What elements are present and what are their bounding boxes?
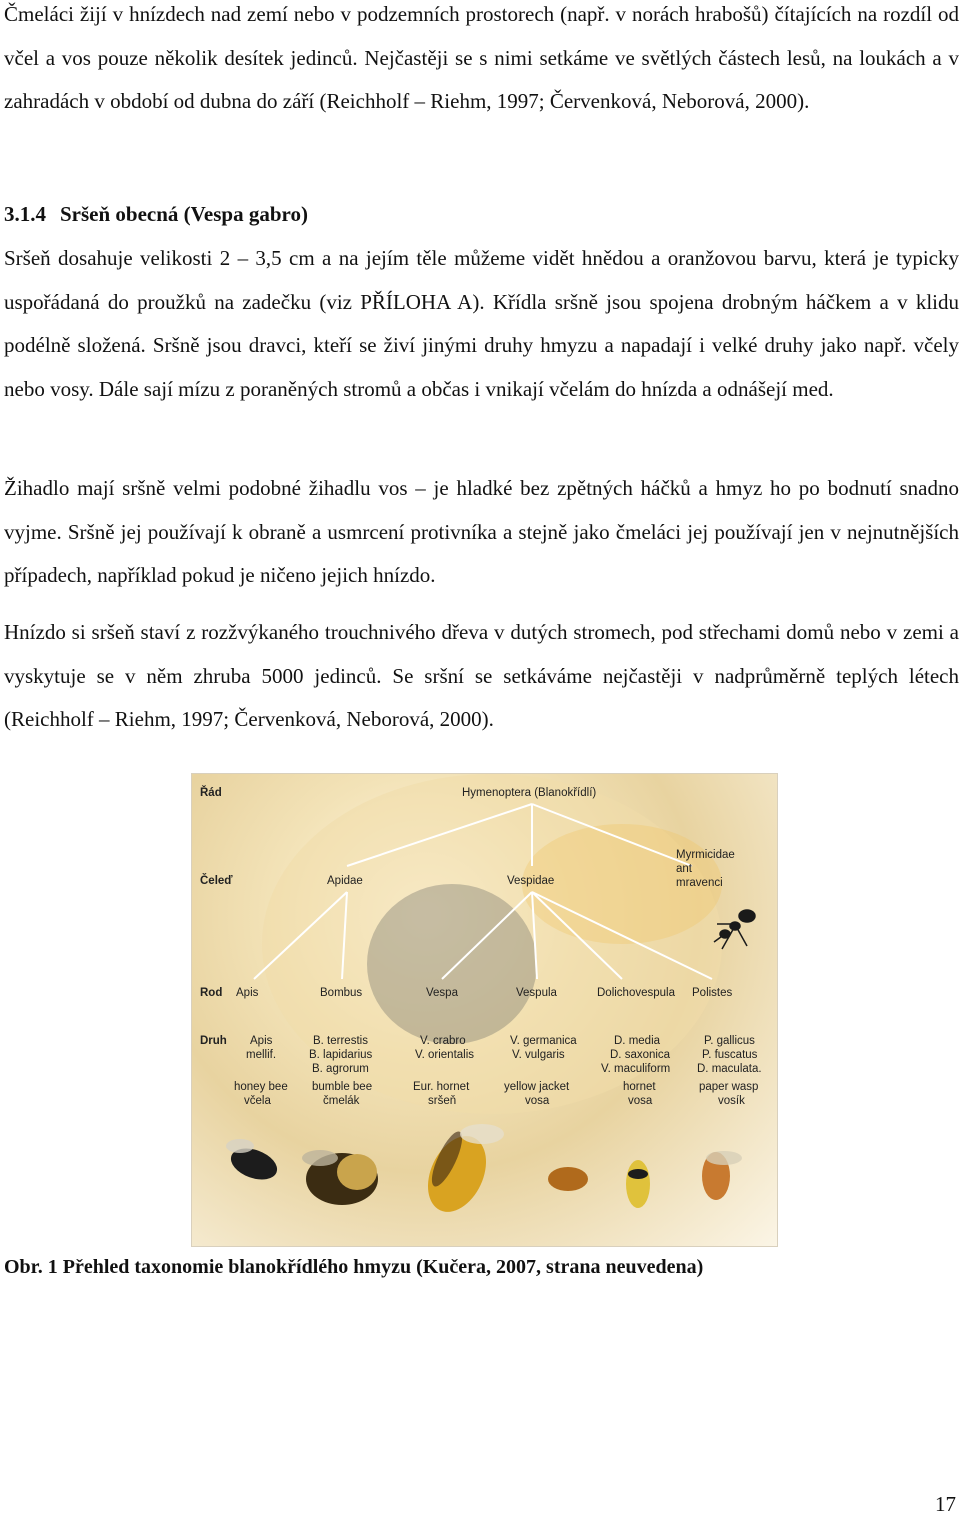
genus-vespa: Vespa (426, 987, 458, 999)
svg-text:B. lapidarius: B. lapidarius (309, 1049, 373, 1061)
background-wasp-eye (367, 884, 537, 1044)
family-myrmicidae: Myrmicidae (676, 849, 735, 861)
svg-text:V. germanica: V. germanica (510, 1035, 577, 1047)
genus-apis: Apis (236, 987, 259, 999)
wasp-icon (548, 1151, 742, 1208)
rank-order-label: Řád (200, 787, 222, 799)
svg-text:P. gallicus: P. gallicus (704, 1035, 755, 1047)
section-number: 3.1.4 (4, 202, 46, 226)
svg-text:vosík: vosík (718, 1095, 745, 1107)
section-heading (4, 193, 308, 236)
svg-text:V. crabro: V. crabro (420, 1035, 466, 1047)
bumblebee-icon (302, 1150, 378, 1205)
svg-text:mellif.: mellif. (246, 1049, 277, 1061)
svg-text:čmelák: čmelák (323, 1095, 360, 1107)
order-name: Hymenoptera (Blanokřídlí) (462, 787, 597, 799)
svg-text:V. orientalis: V. orientalis (415, 1049, 475, 1061)
genus-polistes: Polistes (692, 987, 733, 999)
svg-text:B. terrestis: B. terrestis (313, 1035, 368, 1047)
page-number: 17 (935, 1492, 956, 1516)
svg-text:paper wasp: paper wasp (699, 1081, 759, 1093)
paragraph-hornet-nest: Hnízdo si sršeň staví z rozžvýkaného trouchnivého dřeva v dutých stromech, pod střechami domů nebo v zemi a vyskytuje se v něm zhruba 5000 jedinců. Se sršní se setkáváme nejčastěji v nadprůměrně teplých létech (Reichholf – Riehm, 1997; Červenková, Neborová, 2000). (4, 620, 959, 731)
family-myrmicidae-en: ant (676, 863, 692, 875)
svg-text:V. maculiform: V. maculiform (601, 1063, 671, 1075)
paragraph-hornet-description: Sršeň dosahuje velikosti 2 – 3,5 cm a na jejím těle můžeme vidět hnědou a oranžovou barvu, která je typicky uspořádaná do proužků na zadečku (viz PŘÍLOHA A). Křídla sršně jsou spojena drobným háčkem a v klidu podélně složená. Sršně jsou dravci, kteří se živí jinými druhy hmyzu a napadají i velké druhy jako např. včely nebo vosy. Dále sají mízu z poraněných stromů a občas i vnikají včelám do hnízda a odnášejí med. (4, 246, 959, 401)
genus-dolichovespula: Dolichovespula (597, 987, 675, 999)
family-apidae: Apidae (327, 875, 363, 887)
rank-genus-label: Rod (200, 987, 223, 999)
section-title: Sršeň obecná (Vespa gabro) (60, 202, 308, 226)
species-polistes (697, 1035, 762, 1107)
svg-text:D. saxonica: D. saxonica (610, 1049, 671, 1061)
honeybee-icon (226, 1139, 281, 1185)
svg-text:honey bee: honey bee (234, 1081, 288, 1093)
taxonomy-figure (191, 773, 778, 1247)
svg-text:vosa: vosa (525, 1095, 550, 1107)
svg-text:hornet: hornet (623, 1081, 656, 1093)
svg-text:P. fuscatus: P. fuscatus (702, 1049, 758, 1061)
rank-family-label: Čeleď (200, 875, 233, 887)
svg-text:sršeň: sršeň (428, 1095, 457, 1107)
svg-text:D. maculata.: D. maculata. (697, 1063, 762, 1075)
genus-vespula: Vespula (516, 987, 557, 999)
svg-text:yellow jacket: yellow jacket (504, 1081, 570, 1093)
svg-text:Eur. hornet: Eur. hornet (413, 1081, 470, 1093)
paragraph-bumblebee-habitat: Čmeláci žijí v hnízdech nad zemí nebo v podzemních prostorech (např. v norách hrabošů) čítajících na rozdíl od včel a vos pouze několik desítek jedinců. Nejčastěji se s nimi setkáme ve světlých částech lesů, na loukách a v zahradách v období od dubna do září (Reichholf – Riehm, 1997; Červenková, Neborová, 2000). (4, 2, 959, 113)
species-bombus (309, 1035, 373, 1107)
svg-text:D. media: D. media (614, 1035, 661, 1047)
svg-text:vosa: vosa (628, 1095, 653, 1107)
svg-text:včela: včela (244, 1095, 271, 1107)
family-myrmicidae-cz: mravenci (676, 877, 723, 889)
taxonomy-diagram (192, 774, 777, 1246)
svg-text:V. vulgaris: V. vulgaris (512, 1049, 565, 1061)
svg-text:bumble bee: bumble bee (312, 1081, 373, 1093)
rank-species-label: Druh (200, 1035, 227, 1047)
figure-caption: Obr. 1 Přehled taxonomie blanokřídlého hmyzu (Kučera, 2007, strana neuvedena) (4, 1256, 704, 1278)
species-apis (234, 1035, 288, 1107)
svg-text:Apis: Apis (250, 1035, 273, 1047)
hornet-icon (417, 1124, 504, 1221)
svg-text:B. agrorum: B. agrorum (312, 1063, 369, 1075)
genus-bombus: Bombus (320, 987, 363, 999)
family-vespidae: Vespidae (507, 875, 555, 887)
paragraph-hornet-sting: Žihadlo mají sršně velmi podobné žihadlu vos – je hladké bez zpětných háčků a hmyz ho po bodnutí snadno vyjme. Sršně jej používají k obraně a usmrcení protivníka a stejně jako čmeláci jej používají jen v nejnutnějších případech, například pokud je ničeno jejich hnízdo. (4, 476, 959, 587)
